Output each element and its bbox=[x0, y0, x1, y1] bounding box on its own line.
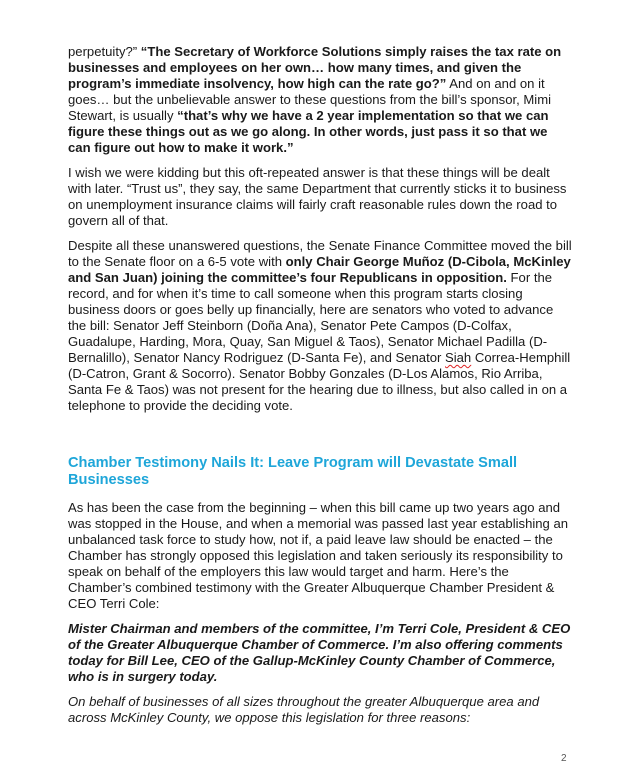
paragraph-text: Despite all these unanswered questions, the Senate Finance Committee moved the bill to the Senate floor on a 6-5 vote with bbox=[68, 238, 572, 269]
paragraph-trust-us: I wish we were kidding but this oft-repeated answer is that these things will be dealt with later. “Trust us”, they say, the same Department that currently sticks it to business on unemployment insurance claims will fairly craft reasonable rules down the road to govern all of that. bbox=[68, 165, 567, 228]
testimony-quote-intro: Mister Chairman and members of the committee, I’m Terri Cole, President & CEO of the Greater Albuquerque Chamber of Commerce. I’m also offering comments today for Bill Lee, CEO of the Gallup-McKinley County Chamber of Commerce, who is in surgery today. bbox=[68, 621, 571, 684]
paragraph-chamber-position: As has been the case from the beginning – when this bill came up two years ago and was stopped in the House, and when a memorial was passed last year establishing an unbalanced task force to study how, not if, a paid leave law should be enacted – the Chamber has strongly opposed this legislation and taken seriously its responsibility to speak on behalf of the employers this law would target and harm. Here’s the Chamber’s combined testimony with the Greater Albuquerque Chamber President & CEO Terri Cole: bbox=[68, 500, 569, 611]
paragraph-text: And on and on it goes… but the unbelievable answer to these questions from the bill’s sponsor, Mimi Stewart, is usually bbox=[68, 76, 552, 123]
paragraph-text: For the record, and for when it’s time to call someone when this program starts closing business doors or goes belly up financially, here are senators who voted to advance the bill: Senator Jeff Steinborn (Doña Ana), Senator Pete Campos (D-Colfax, Guadalupe, Harding, Mora, Quay, San Miguel & Taos), Senator Michael Padilla (D-Bernalillo), Senator Nancy Rodriguez (D-Santa Fe), and Senator bbox=[68, 270, 554, 365]
spellcheck-flagged-word[interactable]: Siah bbox=[445, 350, 472, 365]
paragraph-text: perpetuity?” bbox=[68, 44, 141, 59]
paragraph-text: Correa-Hemphill (D-Catron, Grant & Socorro). Senator Bobby Gonzales (D-Los Alamos, Rio Arriba, Santa Fe & Taos) was not present for the hearing due to illness, but also called in on a telephone to provide the deciding vote. bbox=[68, 350, 571, 413]
paragraph-secretary-question bbox=[68, 44, 573, 156]
section-heading: Chamber Testimony Nails It: Leave Program will Devastate Small Businesses bbox=[68, 455, 518, 488]
bold-quote: “that’s why we have a 2 year implementation so that we can figure these things out as we go along. In other words, just pass it so that we can figure out how to make it work.” bbox=[68, 108, 549, 155]
paragraph-senate-vote bbox=[68, 238, 573, 414]
bold-quote: “The Secretary of Workforce Solutions simply raises the tax rate on businesses and employees on her own… how many times, and given the program’s immediate insolvency, how high can the rate go?” bbox=[68, 44, 562, 91]
bold-text: only Chair George Muñoz (D-Cibola, McKinley and San Juan) joining the committee’s four Republicans in opposition. bbox=[68, 254, 571, 285]
page-number: 2 bbox=[561, 753, 567, 764]
document-page bbox=[68, 44, 573, 735]
testimony-quote-reasons: On behalf of businesses of all sizes throughout the greater Albuquerque area and across McKinley County, we oppose this legislation for three reasons: bbox=[68, 694, 540, 725]
